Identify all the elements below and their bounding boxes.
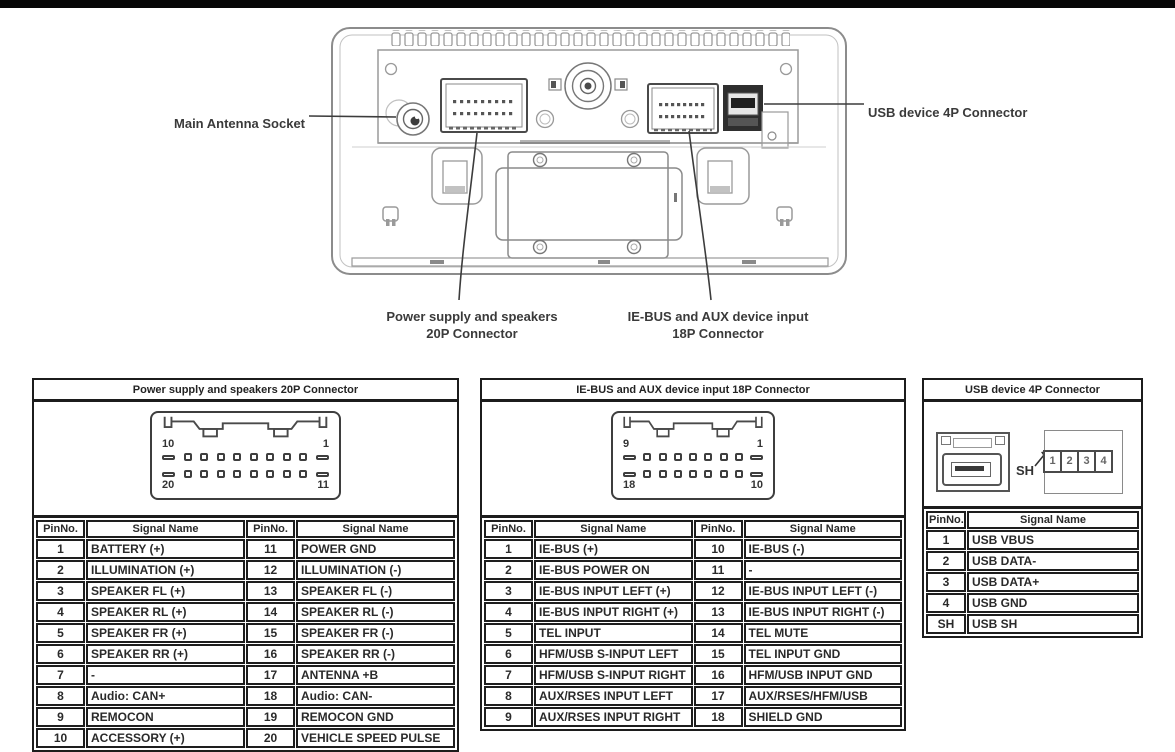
usb-port-inner xyxy=(951,462,991,477)
signal-name-cell: HFM/USB S-INPUT LEFT xyxy=(534,644,693,664)
pin-number-cell: 3 xyxy=(484,581,533,601)
signal-name-cell: ANTENNA +B xyxy=(296,665,455,685)
signal-name-cell: TEL INPUT xyxy=(534,623,693,643)
pin-number-cell: 12 xyxy=(694,581,743,601)
signal-name-cell: VEHICLE SPEED PULSE xyxy=(296,728,455,748)
pin-number-cell: 12 xyxy=(246,560,295,580)
pin-number-cell: 4 xyxy=(484,602,533,622)
pin-number-cell: 10 xyxy=(36,728,85,748)
connector-key-profile xyxy=(616,414,770,442)
connector-pin xyxy=(643,470,651,478)
pin-number-cell: 17 xyxy=(246,665,295,685)
col-header-pinno: PinNo. xyxy=(694,520,743,538)
signal-name-cell: POWER GND xyxy=(296,539,455,559)
head-unit-diagram xyxy=(0,8,1175,370)
table-usb-4p-connector xyxy=(922,378,1143,638)
connector-pin xyxy=(689,470,697,478)
table-row xyxy=(484,707,902,727)
signal-name-cell: SPEAKER RL (+) xyxy=(86,602,245,622)
pin-label-top-right: 1 xyxy=(756,438,763,450)
connector-pin xyxy=(200,453,208,461)
connector-pin xyxy=(735,470,743,478)
connector-pin xyxy=(643,453,651,461)
table-title: IE-BUS and AUX device input 18P Connector xyxy=(482,380,904,402)
pin-number-cell: SH xyxy=(926,614,966,634)
table-row xyxy=(484,602,902,622)
pin-number-cell: 8 xyxy=(36,686,85,706)
connector-key-profile xyxy=(155,414,336,442)
pin-number-cell: 5 xyxy=(484,623,533,643)
pin-number-cell: 8 xyxy=(484,686,533,706)
signal-name-cell: USB SH xyxy=(967,614,1139,634)
pin-number-cell: 2 xyxy=(926,551,966,571)
callout-20p-line2: 20P Connector xyxy=(426,326,518,341)
table-row xyxy=(484,665,902,685)
pin-number-cell: 14 xyxy=(694,623,743,643)
signal-name-cell: AUX/RSES INPUT RIGHT xyxy=(534,707,693,727)
header-row xyxy=(484,520,902,538)
pin-number-cell: 18 xyxy=(694,707,743,727)
pin-label-top-left: 10 xyxy=(162,438,175,450)
pin-label-bottom-left: 20 xyxy=(162,479,175,491)
signal-name-cell: USB DATA+ xyxy=(967,572,1139,592)
connector-pin xyxy=(266,470,274,478)
pin-number-cell: 11 xyxy=(246,539,295,559)
col-header-pinno: PinNo. xyxy=(36,520,85,538)
callout-18p-line2: 18P Connector xyxy=(672,326,764,341)
table-title: USB device 4P Connector xyxy=(924,380,1141,402)
pin-number-cell: 2 xyxy=(484,560,533,580)
connector-pin xyxy=(217,470,225,478)
col-header-pinno: PinNo. xyxy=(484,520,533,538)
connector-pin xyxy=(162,455,175,460)
connector-pin xyxy=(283,453,291,461)
connector-pin xyxy=(200,470,208,478)
head-unit-rear-view-drawing xyxy=(0,0,1175,368)
connector-pin xyxy=(162,472,175,477)
col-header-pinno: PinNo. xyxy=(246,520,295,538)
pin-number-cell: 4 xyxy=(36,602,85,622)
signal-name-cell: SPEAKER RR (-) xyxy=(296,644,455,664)
usb-pinout-box xyxy=(1044,430,1123,494)
pin-number-cell: 1 xyxy=(926,530,966,550)
signal-name-cell: USB VBUS xyxy=(967,530,1139,550)
connector-pin xyxy=(674,470,682,478)
callout-main-antenna-socket: Main Antenna Socket xyxy=(174,116,305,131)
signal-name-cell: IE-BUS INPUT LEFT (-) xyxy=(744,581,903,601)
table-row xyxy=(926,572,1139,592)
pin-number-cell: 5 xyxy=(36,623,85,643)
connector-pin xyxy=(184,453,192,461)
col-header-signal: Signal Name xyxy=(967,511,1139,529)
signal-name-cell: HFM/USB S-INPUT RIGHT xyxy=(534,665,693,685)
signal-name-cell: Audio: CAN+ xyxy=(86,686,245,706)
pin-row-bottom xyxy=(162,470,329,478)
connector-pin xyxy=(750,455,763,460)
signal-name-cell: SPEAKER FL (+) xyxy=(86,581,245,601)
connector-pin xyxy=(299,453,307,461)
signal-name-cell: SPEAKER RL (-) xyxy=(296,602,455,622)
pin-number-cell: 20 xyxy=(246,728,295,748)
pin-number-cell: 3 xyxy=(36,581,85,601)
connector-pin xyxy=(250,470,258,478)
table-row xyxy=(36,665,455,685)
connector-pin xyxy=(623,455,636,460)
table-row xyxy=(36,602,455,622)
pin-signal-table xyxy=(925,510,1140,635)
callout-18p-line1: IE-BUS and AUX device input xyxy=(627,309,809,324)
pin-row-top xyxy=(162,453,329,461)
signal-name-cell: SHIELD GND xyxy=(744,707,903,727)
table-row xyxy=(484,644,902,664)
signal-name-cell: IE-BUS (+) xyxy=(534,539,693,559)
signal-name-cell: SPEAKER RR (+) xyxy=(86,644,245,664)
signal-name-cell: Audio: CAN- xyxy=(296,686,455,706)
signal-name-cell: SPEAKER FL (-) xyxy=(296,581,455,601)
table-row xyxy=(36,707,455,727)
signal-name-cell: TEL MUTE xyxy=(744,623,903,643)
connector-pin xyxy=(316,455,329,460)
table-row xyxy=(36,644,455,664)
pin-number-cell: 2 xyxy=(36,560,85,580)
signal-name-cell: AUX/RSES/HFM/USB xyxy=(744,686,903,706)
signal-name-cell: BATTERY (+) xyxy=(86,539,245,559)
callout-18p-connector xyxy=(605,308,831,342)
pin-label-top-left: 9 xyxy=(623,438,630,450)
table-row xyxy=(484,686,902,706)
pin-row-top xyxy=(623,453,763,461)
header-row xyxy=(926,511,1139,529)
pin-label-top-right: 1 xyxy=(322,438,329,450)
usb-socket-recess xyxy=(953,438,992,448)
usb-pin-cell: 3 xyxy=(1077,450,1096,473)
pin-row-bottom xyxy=(623,470,763,478)
signal-name-cell: ILLUMINATION (-) xyxy=(296,560,455,580)
usb-socket-drawing xyxy=(936,432,1010,492)
signal-name-cell: REMOCON xyxy=(86,707,245,727)
usb-port-tongue xyxy=(955,466,984,471)
connector-pin xyxy=(316,472,329,477)
connector-pin xyxy=(217,453,225,461)
connector-pin xyxy=(674,453,682,461)
col-header-signal: Signal Name xyxy=(744,520,903,538)
pin-number-cell: 1 xyxy=(484,539,533,559)
connector-drawing-18p xyxy=(611,411,775,500)
pin-number-cell: 16 xyxy=(246,644,295,664)
table-row xyxy=(36,581,455,601)
connector-pin xyxy=(720,453,728,461)
signal-name-cell: AUX/RSES INPUT LEFT xyxy=(534,686,693,706)
connector-pin xyxy=(233,470,241,478)
pin-number-cell: 15 xyxy=(694,644,743,664)
table-row xyxy=(926,530,1139,550)
signal-name-cell: ILLUMINATION (+) xyxy=(86,560,245,580)
table-row xyxy=(926,551,1139,571)
table-row xyxy=(36,623,455,643)
callout-20p-connector xyxy=(362,308,582,342)
table-row xyxy=(926,593,1139,613)
pin-number-cell: 11 xyxy=(694,560,743,580)
pin-diagram-18p xyxy=(482,411,904,518)
table-row xyxy=(36,560,455,580)
connector-pin xyxy=(623,472,636,477)
connector-pin xyxy=(184,470,192,478)
connector-pin xyxy=(266,453,274,461)
pin-number-cell: 13 xyxy=(694,602,743,622)
table-iebus-18p-connector xyxy=(480,378,906,731)
pin-number-cell: 7 xyxy=(484,665,533,685)
signal-name-cell: REMOCON GND xyxy=(296,707,455,727)
pin-number-cell: 1 xyxy=(36,539,85,559)
usb-socket-ear xyxy=(941,436,951,445)
connector-pin xyxy=(704,470,712,478)
pin-number-cell: 19 xyxy=(246,707,295,727)
connector-pin xyxy=(750,472,763,477)
signal-name-cell: HFM/USB INPUT GND xyxy=(744,665,903,685)
connector-pin xyxy=(233,453,241,461)
pin-number-cell: 6 xyxy=(484,644,533,664)
pin-number-cell: 3 xyxy=(926,572,966,592)
table-row xyxy=(484,539,902,559)
table-row xyxy=(926,614,1139,634)
col-header-signal: Signal Name xyxy=(534,520,693,538)
pin-label-bottom-left: 18 xyxy=(623,479,636,491)
pin-number-cell: 13 xyxy=(246,581,295,601)
signal-name-cell: IE-BUS INPUT RIGHT (+) xyxy=(534,602,693,622)
connector-pin xyxy=(720,470,728,478)
usb-port-outline xyxy=(942,453,1002,486)
pin-diagram-usb xyxy=(924,402,1141,509)
signal-name-cell: - xyxy=(744,560,903,580)
usb-pin-cell: 2 xyxy=(1060,450,1079,473)
pin-label-bottom-right: 10 xyxy=(750,479,763,491)
pin-number-cell: 18 xyxy=(246,686,295,706)
signal-name-cell: IE-BUS INPUT RIGHT (-) xyxy=(744,602,903,622)
header-row xyxy=(36,520,455,538)
usb-sh-label: SH xyxy=(1016,463,1035,478)
connector-pin xyxy=(299,470,307,478)
signal-name-cell: - xyxy=(86,665,245,685)
signal-name-cell: SPEAKER FR (-) xyxy=(296,623,455,643)
pin-number-cell: 14 xyxy=(246,602,295,622)
pin-number-cell: 10 xyxy=(694,539,743,559)
connector-pin xyxy=(283,470,291,478)
signal-name-cell: ACCESSORY (+) xyxy=(86,728,245,748)
col-header-signal: Signal Name xyxy=(296,520,455,538)
table-row xyxy=(36,539,455,559)
pin-signal-table xyxy=(483,519,903,728)
usb-pin-cells xyxy=(1043,450,1111,473)
col-header-signal: Signal Name xyxy=(86,520,245,538)
pin-number-cell: 9 xyxy=(484,707,533,727)
table-row xyxy=(36,686,455,706)
pin-number-cell: 4 xyxy=(926,593,966,613)
pin-label-bottom-right: 11 xyxy=(317,479,329,491)
signal-name-cell: SPEAKER FR (+) xyxy=(86,623,245,643)
table-row xyxy=(484,560,902,580)
connector-pin xyxy=(689,453,697,461)
pin-number-cell: 15 xyxy=(246,623,295,643)
pin-number-cell: 17 xyxy=(694,686,743,706)
table-row xyxy=(36,728,455,748)
usb-socket-ear xyxy=(995,436,1005,445)
connector-pin xyxy=(250,453,258,461)
table-row xyxy=(484,581,902,601)
table-power-20p-connector xyxy=(32,378,459,752)
pin-diagram-20p xyxy=(34,411,457,518)
signal-name-cell: USB DATA- xyxy=(967,551,1139,571)
pin-signal-table xyxy=(35,519,456,749)
pin-number-cell: 9 xyxy=(36,707,85,727)
signal-name-cell: IE-BUS POWER ON xyxy=(534,560,693,580)
pin-number-cell: 7 xyxy=(36,665,85,685)
table-row xyxy=(484,623,902,643)
connector-pin xyxy=(735,453,743,461)
signal-name-cell: TEL INPUT GND xyxy=(744,644,903,664)
connector-pin xyxy=(659,453,667,461)
pin-number-cell: 6 xyxy=(36,644,85,664)
signal-name-cell: IE-BUS (-) xyxy=(744,539,903,559)
table-title: Power supply and speakers 20P Connector xyxy=(34,380,457,402)
connector-drawing-20p xyxy=(150,411,341,500)
callout-20p-line1: Power supply and speakers xyxy=(386,309,558,324)
connector-pin xyxy=(704,453,712,461)
connector-pin xyxy=(659,470,667,478)
usb-pin-cell: 4 xyxy=(1094,450,1113,473)
pin-number-cell: 16 xyxy=(694,665,743,685)
callout-usb-4p-connector: USB device 4P Connector xyxy=(868,105,1028,120)
signal-name-cell: USB GND xyxy=(967,593,1139,613)
col-header-pinno: PinNo. xyxy=(926,511,966,529)
usb-pin-cell: 1 xyxy=(1043,450,1062,473)
signal-name-cell: IE-BUS INPUT LEFT (+) xyxy=(534,581,693,601)
